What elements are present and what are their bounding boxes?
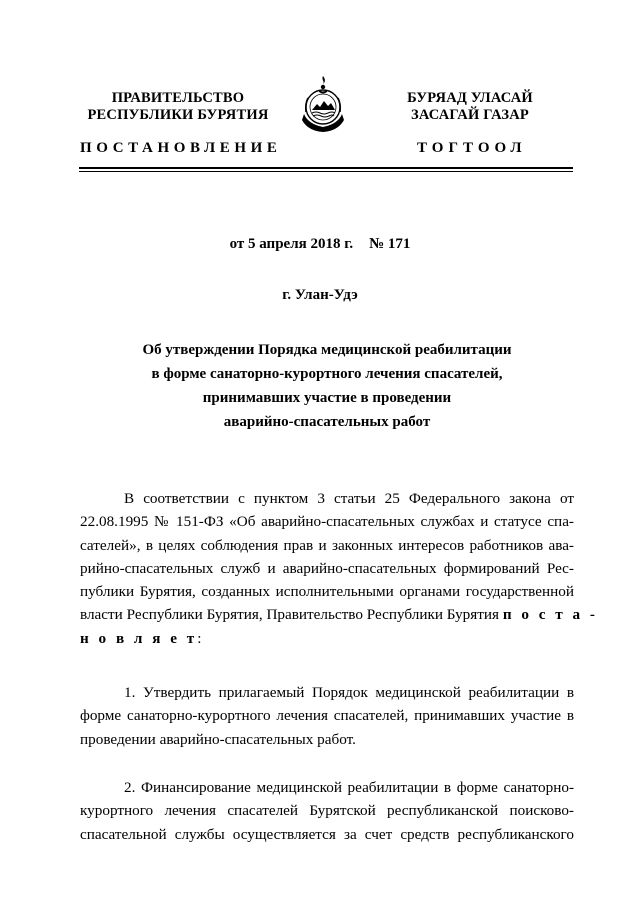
title-line: в форме санаторно-курортного лечения спасателей, <box>151 366 503 382</box>
paragraph-preamble <box>80 487 598 650</box>
resolves-word-part2: н о в л я е т <box>80 629 198 647</box>
header-divider-thin <box>79 171 573 172</box>
header-divider-thick <box>79 167 573 169</box>
paragraph-line: курортного лечения спасателей Бурятской республиканской поисково- <box>80 802 574 820</box>
paragraph-item-2 <box>80 776 574 846</box>
title-line: аварийно-спасательных работ <box>223 414 431 430</box>
paragraph-line: 22.08.1995 № 151-ФЗ «Об аварийно-спасательных службах и статусе спа- <box>80 513 574 531</box>
header-right-line2: ЗАСАГАЙ ГАЗАР <box>411 107 529 123</box>
date-number-line <box>0 236 640 253</box>
header-left-line2: РЕСПУБЛИКИ БУРЯТИЯ <box>87 107 269 123</box>
decree-city: г. Улан-Удэ <box>282 287 358 303</box>
paragraph-line: форме санаторно-курортного лечения спасателей, принимавших участие в <box>80 707 574 725</box>
paragraph-line: 2. Финансирование медицинской реабилитации в форме санаторно- <box>124 779 574 796</box>
resolves-word-part1: п о с т а - <box>502 606 598 624</box>
paragraph-line: спасательной службы осуществляется за счет средств республиканского <box>80 825 574 843</box>
decree-title-ru: ПОСТАНОВЛЕНИЕ <box>80 140 282 156</box>
paragraph-line: рийно-спасательных служб и аварийно-спасательных формирований Рес- <box>80 559 574 577</box>
paragraph-line: сателей», в целях соблюдения прав и законных интересов работников ава- <box>80 536 574 554</box>
decree-title <box>80 338 574 434</box>
decree-number: № 171 <box>369 236 411 252</box>
paragraph-line: 1. Утвердить прилагаемый Порядок медицинской реабилитации в <box>124 684 574 701</box>
paragraph-line <box>80 603 598 626</box>
paragraph-line-text: власти Республики Бурятия, Правительство Республики Бурятия <box>80 606 500 624</box>
emblem-icon <box>300 74 346 134</box>
decree-title-bua: ТОГТООЛ <box>417 140 527 156</box>
title-line: принимавших участие в проведении <box>202 390 452 406</box>
title-line: Об утверждении Порядка медицинской реабилитации <box>142 342 512 358</box>
header-right <box>380 90 560 124</box>
header-left <box>78 90 278 124</box>
paragraph-item-1 <box>80 681 574 751</box>
header-right-line1: БУРЯАД УЛАСАЙ <box>407 90 533 106</box>
paragraph-line <box>80 627 574 650</box>
decree-date: от 5 апреля 2018 г. <box>229 236 354 252</box>
paragraph-line: проведении аварийно-спасательных работ. <box>80 730 356 748</box>
paragraph-line: В соответствии с пунктом 3 статьи 25 Федерального закона от <box>124 490 574 507</box>
paragraph-line: публики Бурятия, созданных исполнительными органами государственной <box>80 583 574 601</box>
paragraph-line-colon: : <box>197 629 202 647</box>
header-left-line1: ПРАВИТЕЛЬСТВО <box>111 90 245 106</box>
